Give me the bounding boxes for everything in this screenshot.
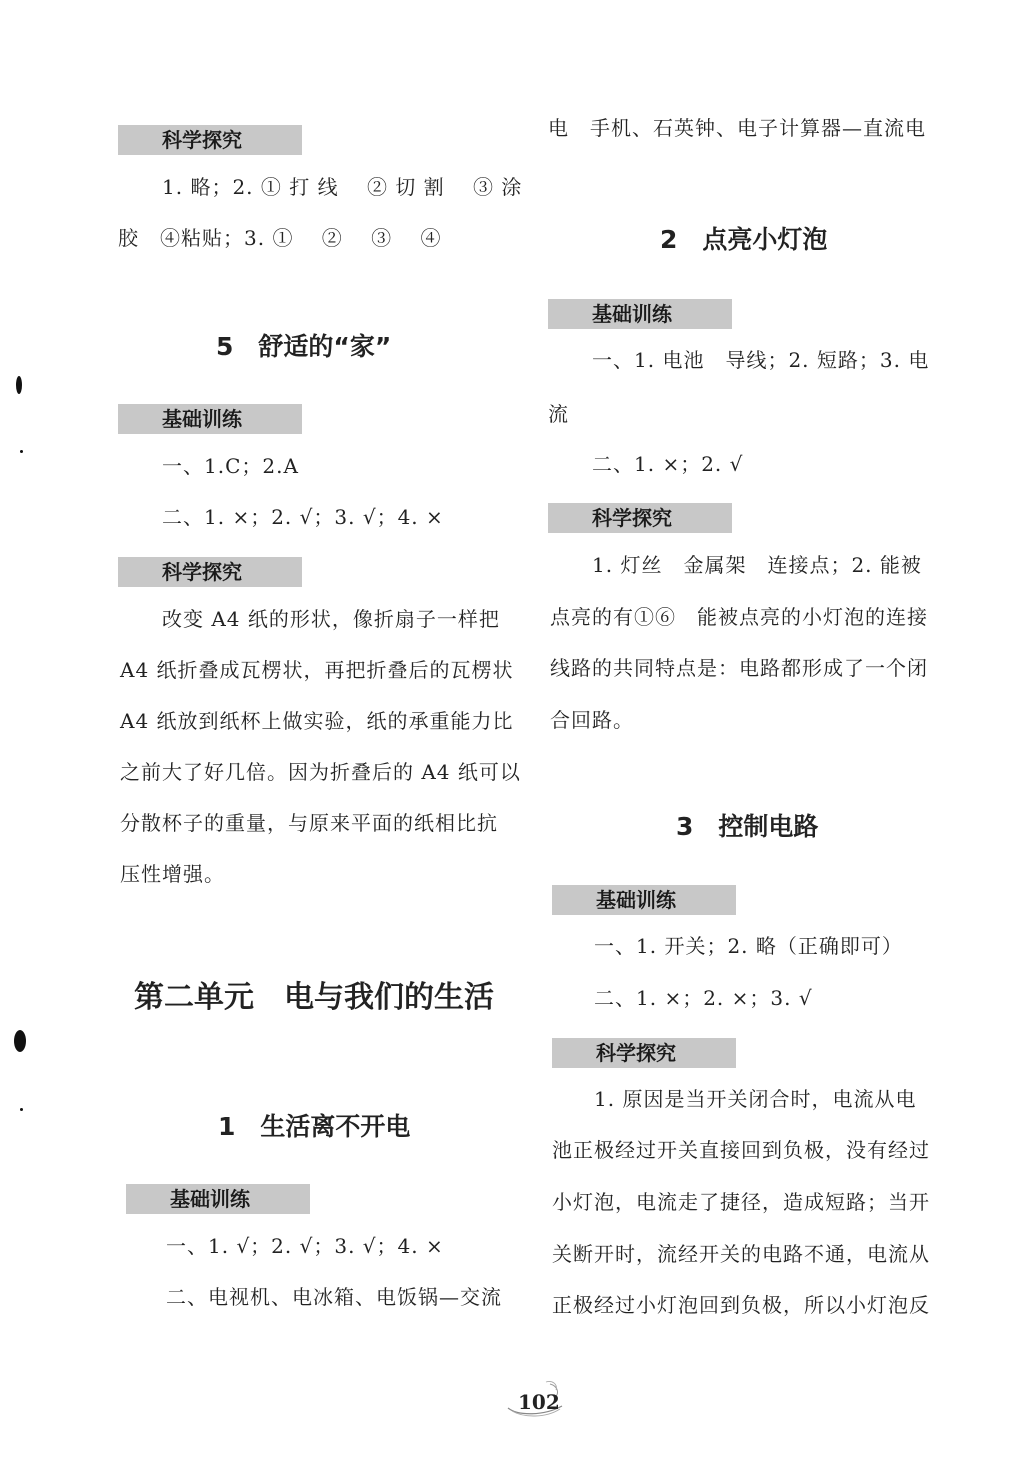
scan-mark [20,450,23,453]
scan-mark [20,1108,23,1111]
section-tag: 基础训练 [548,299,732,329]
page-number: 102 [518,1390,560,1414]
paragraph-line: 压性增强。 [120,862,225,886]
paragraph-line: 合回路。 [550,708,634,732]
section-tag: 基础训练 [126,1184,310,1214]
paragraph-line: 池正极经过开关直接回到负极，没有经过 [552,1138,930,1162]
section-tag: 科学探究 [552,1038,736,1068]
section-tag: 科学探究 [118,125,302,155]
section-tag: 科学探究 [548,503,732,533]
section-tag: 基础训练 [552,885,736,915]
lesson-title: 3 控制电路 [676,812,819,841]
answer-line: 二、1. ×；2. √ [592,452,744,476]
lesson-title: 1 生活离不开电 [218,1112,411,1141]
answer-line: 二、电视机、电冰箱、电饭锅—交流 [166,1285,502,1309]
section-tag: 基础训练 [118,404,302,434]
answer-line: 一、1. 电池 导线；2. 短路；3. 电 [592,348,930,372]
answer-line: 一、1.C；2.A [162,454,299,478]
answer-line: 一、1. 开关；2. 略（正确即可） [594,934,903,958]
paragraph-line: 小灯泡，电流走了捷径，造成短路；当开 [552,1190,930,1214]
paragraph-line: A4 纸放到纸杯上做实验，纸的承重能力比 [120,709,514,733]
lesson-title: 5 舒适的“家” [216,332,392,361]
answer-line: 1. 略；2. ① 打 线 ② 切 割 ③ 涂 [162,175,523,199]
answer-line: 二、1. ×；2. √；3. √；4. × [162,505,444,529]
lesson-title: 2 点亮小灯泡 [660,225,828,254]
answer-line: 电 手机、石英钟、电子计算器—直流电 [548,116,926,140]
scan-mark [16,376,22,394]
scan-mark [14,1030,26,1052]
paragraph-line: 之前大了好几倍。因为折叠后的 A4 纸可以 [120,760,521,784]
paragraph-line: 改变 A4 纸的形状，像折扇子一样把 [162,607,500,631]
answer-line: 一、1. √；2. √；3. √；4. × [166,1234,444,1258]
unit-title: 第二单元 电与我们的生活 [134,980,494,1015]
paragraph-line: 线路的共同特点是：电路都形成了一个闭 [550,656,928,680]
paragraph-line: 关断开时，流经开关的电路不通，电流从 [552,1242,930,1266]
answer-line: 流 [548,402,569,426]
paragraph-line: A4 纸折叠成瓦楞状，再把折叠后的瓦楞状 [120,658,514,682]
paragraph-line: 1. 灯丝 金属架 连接点；2. 能被 [592,553,922,577]
answer-line: 二、1. ×；2. ×；3. √ [594,986,813,1010]
paragraph-line: 1. 原因是当开关闭合时，电流从电 [594,1087,917,1111]
section-tag: 科学探究 [118,557,302,587]
paragraph-line: 点亮的有①⑥ 能被点亮的小灯泡的连接 [550,605,928,629]
paragraph-line: 正极经过小灯泡回到负极，所以小灯泡反 [552,1293,930,1317]
paragraph-line: 分散杯子的重量，与原来平面的纸相比抗 [120,811,498,835]
answer-line: 胶 ④粘贴；3. ① ② ③ ④ [118,226,442,250]
